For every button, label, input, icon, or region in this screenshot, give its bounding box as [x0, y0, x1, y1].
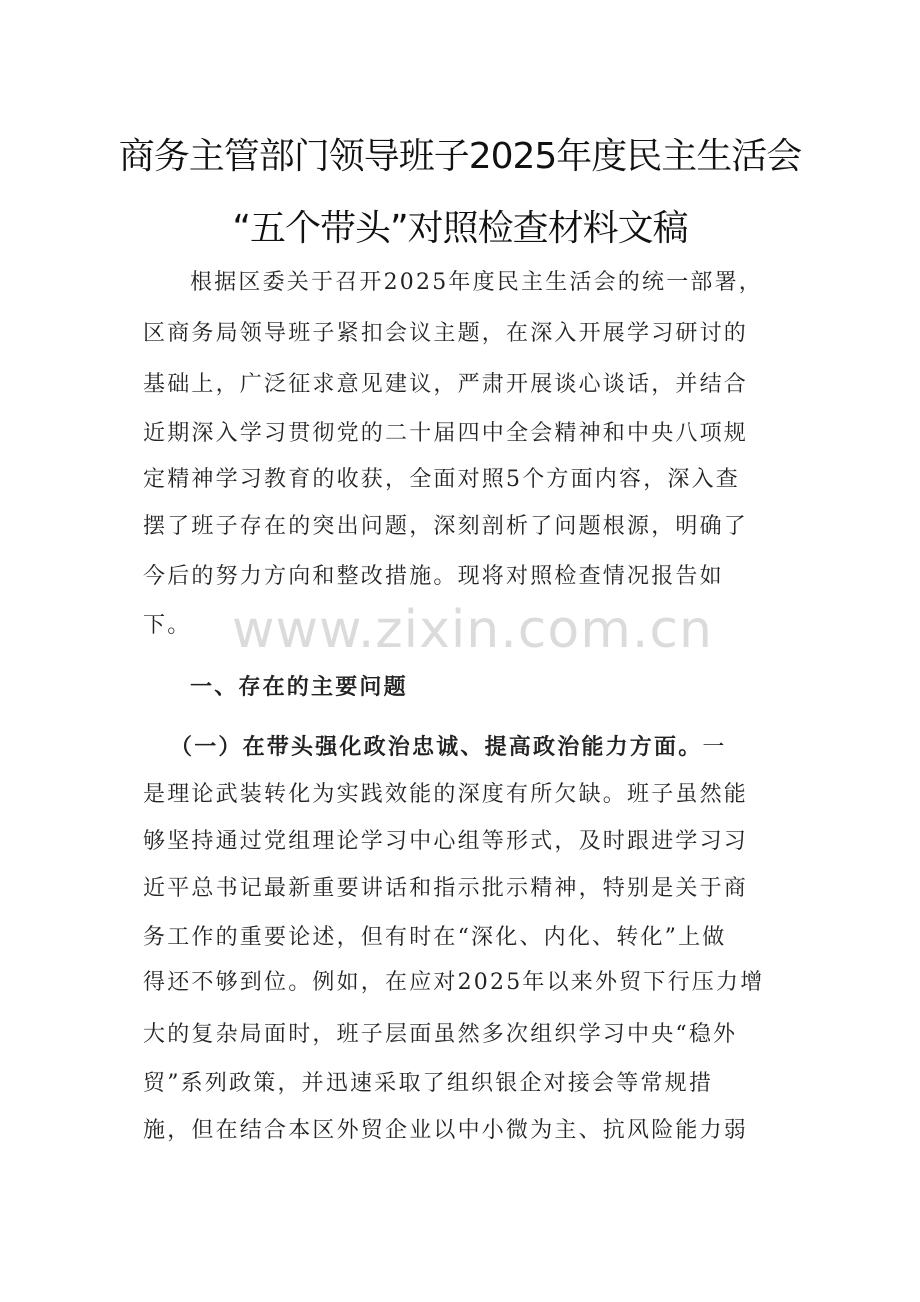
- body-line: 得还不够到位。例如，在应对2025年以来外贸下行压力增: [143, 970, 765, 995]
- intro-line: 根据区委关于召开2025年度民主生活会的统一部署，: [190, 270, 763, 295]
- body-line: 够坚持通过党组理论学习中心组等形式，及时跟进学习习: [143, 829, 749, 854]
- body-line: 施，但在结合本区外贸企业以中小微为主、抗风险能力弱: [143, 1118, 749, 1143]
- subsection-tail: 一: [702, 735, 727, 760]
- body-line: 务工作的重要论述，但有时在“深化、内化、转化”上做: [143, 925, 727, 950]
- intro-line: 下。: [143, 613, 192, 638]
- body-line: 是理论武装转化为实践效能的深度有所欠缺。班子虽然能: [143, 782, 749, 807]
- document-title-line1: 商务主管部门领导班子2025年度民主生活会: [118, 136, 802, 177]
- subsection-line: [170, 732, 810, 763]
- body-line: 贸”系列政策，并迅速采取了组织银企对接会等常规措: [143, 1071, 714, 1096]
- body-line: 大的复杂局面时，班子层面虽然多次组织学习中央“稳外: [143, 1022, 738, 1047]
- intro-line: 今后的努力方向和整改措施。现将对照检查情况报告如: [143, 564, 724, 589]
- document-title-line2: “五个带头”对照检查材料文稿: [232, 208, 688, 249]
- intro-line: 基础上，广泛征求意见建议，严肃开展谈心谈话，并结合: [143, 372, 749, 397]
- body-line: 近平总书记最新重要讲话和指示批示精神，特别是关于商: [143, 876, 749, 901]
- intro-line: 定精神学习教育的收获，全面对照5个方面内容，深入查: [143, 467, 740, 492]
- intro-line: 近期深入学习贯彻党的二十届四中全会精神和中央八项规: [143, 421, 749, 446]
- subsection-heading: （一）在带头强化政治忠诚、提高政治能力方面。: [170, 734, 703, 760]
- section-heading: 一、存在的主要问题: [190, 674, 408, 700]
- watermark-text: www.zixin.com.cn: [232, 600, 713, 660]
- intro-line: 摆了班子存在的突出问题，深刻剖析了问题根源，明确了: [143, 514, 749, 539]
- intro-line: 区商务局领导班子紧扣会议主题，在深入开展学习研讨的: [143, 321, 749, 346]
